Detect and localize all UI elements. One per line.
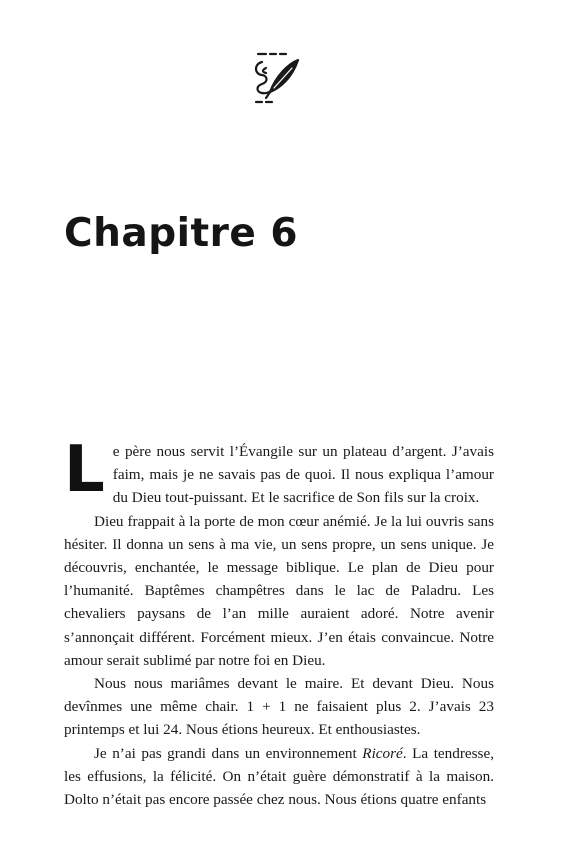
drop-cap-letter: L [64,433,105,507]
paragraph-4-text-start: Je n’ai pas grandi dans un environnement [94,744,363,762]
paragraph-2: Dieu frappait à la porte de mon cœur anémié. Je la lui ouvris sans hésiter. Il donna un sens à ma vie, un sens propre, un sens unique. Je découvris, enchantée, le message biblique. Le plan de Dieu pour l’humanité. Baptêmes champêtres dans le lac de Paladru. Les chevaliers paysans de l’an mille auraient adoré. Notre avenir s’annonçait différent. Forcément mieux. J’en étais convaincue. Notre amour serait sublimé par notre foi en Dieu. [64,512,494,669]
paragraph-3: Nous nous mariâmes devant le maire. Et devant Dieu. Nous devînmes une même chair. 1 + 1 ne faisaient plus 2. J’avais 23 printemps et lui 24. Nous étions heureux. Et enthousiastes. [64,675,494,739]
quill-ornament-icon [252,48,310,108]
chapter-body-text [64,433,495,811]
paragraph-4 [64,742,494,812]
paragraph-1 [64,433,494,510]
paragraph-4-text-end: . La tendresse, les effusions, la félicité. On n’était guère démonstratif à la maison. Dolto n’était pas encore passée chez nous. Nous étions quatre enfants [64,744,495,809]
brand-name-italic: Ricoré [362,744,403,762]
chapter-title: Chapitre 6 [64,211,299,256]
paragraph-1-text: e père nous servit l’Évangile sur un plateau d’argent. J’avais faim, mais je ne savais pas de quoi. Il nous expliqua l’amour du Dieu tout-puissant. Et le sacrifice de Son fils sur la croix. [112,443,494,507]
